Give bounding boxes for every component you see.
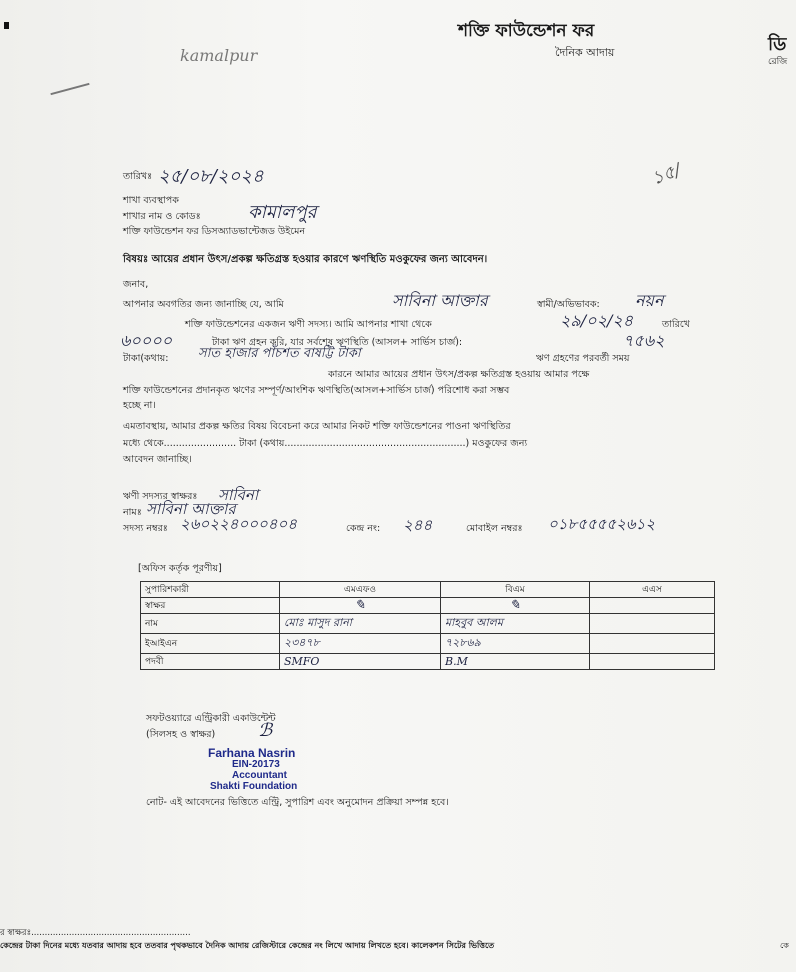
- table-cell: SMFO: [280, 654, 441, 670]
- left-edge-mark: [4, 22, 9, 29]
- accountant-stamp-ein: EIN-20173: [232, 759, 280, 770]
- table-cell: নাম: [141, 614, 280, 634]
- accountant-stamp-org: Shakti Foundation: [210, 781, 298, 792]
- subject-line: বিষয়ঃ আয়ের প্রধান উৎস/প্রকল্প ক্ষতিগ্রস্ত হওয়ার কারণে ঋণস্থিতি মওকুফের জন্য আবেদন।: [123, 254, 488, 265]
- table-cell: B.M: [441, 654, 590, 670]
- table-cell: মোঃ মাসুদ রানা: [280, 614, 441, 634]
- org-title: শক্তি ফাউন্ডেশন ফর: [458, 21, 595, 41]
- table-header-cell: বিএম: [441, 582, 590, 598]
- footer-signature-partial: র স্বাক্ষরঃ...........................................................: [0, 928, 191, 938]
- borrower-sig-label: ঋণী সদস্যর স্বাক্ষরঃ: [123, 491, 198, 502]
- salutation: জনাব,: [123, 279, 149, 290]
- date-value: ২৫/০৮/২০২৪: [158, 166, 264, 187]
- p1-c: শক্তি ফাউন্ডেশনের একজন ঋণী সদস্য। আমি আপনার শাখা থেকে: [185, 319, 432, 330]
- p1-g: ঋণ গ্রহণের পরবর্তী সময়: [536, 353, 630, 364]
- p2-b: মধ্যে থেকে........................ টাকা (কথায়............................................................) মওকুফের জন্য: [123, 438, 528, 449]
- name-label: নামঃ: [123, 507, 142, 518]
- pen-stroke: [50, 83, 89, 95]
- member-no-value: ২৬০২২৪০০০৪০৪: [180, 515, 297, 533]
- p2-a: এমতাবস্থায়, আমার প্রকল্প ক্ষতির বিষয় বিবেচনা করে আমার নিকট শক্তি ফাউন্ডেশনের পাওনা ঋণস্থিতির: [123, 421, 511, 432]
- table-header-row: [141, 582, 715, 598]
- branch-label: শাখার নাম ও কোডঃ: [123, 211, 201, 222]
- top-handwriting: kamalpur: [180, 46, 258, 65]
- p1-a: আপনার অবগতির জন্য জানাচ্ছি যে, আমি: [123, 299, 284, 310]
- p1-b: স্বামী/অভিভাবক:: [537, 299, 600, 310]
- table-header-cell: এমএফও: [280, 582, 441, 598]
- table-cell: ২৩৪৭৮: [280, 634, 441, 654]
- table-cell: [590, 614, 715, 634]
- table-row: [141, 598, 715, 614]
- p2-c: আবেদন জানাচ্ছি।: [123, 454, 192, 465]
- table-cell: [590, 598, 715, 614]
- p1-f: টাকা(কথায়:: [123, 353, 169, 364]
- branch-value: কামালপুর: [248, 202, 317, 223]
- p1-i: শক্তি ফাউন্ডেশনের প্রদানকৃত ঋণের সম্পূর্ণ/আংশিক ঋণস্থিতি(আসল+সার্ভিস চার্জ) পরিশোধ করা সম্ভব: [123, 385, 510, 396]
- member-no-label: সদস্য নম্বরঃ: [123, 523, 168, 534]
- recommendation-table: [140, 581, 715, 670]
- center-label: কেন্দ্র নং:: [346, 523, 381, 534]
- p1-j: হচ্ছে না।: [123, 400, 156, 411]
- table-cell: ৭২৮৬৯: [441, 634, 590, 654]
- center-value: ২৪৪: [403, 516, 433, 534]
- table-cell: মাহবুব আলম: [441, 614, 590, 634]
- software-accountant-label: সফটওয়্যারে এন্ট্রিকারী একাউন্টেন্ট: [146, 713, 276, 724]
- manager-label: শাখা ব্যবস্থাপক: [123, 195, 179, 206]
- table-cell: পদবী: [141, 654, 280, 670]
- table-cell: ইআইএন: [141, 634, 280, 654]
- mfo-signature: ✎: [280, 598, 441, 614]
- guardian-name: নয়ন: [635, 291, 664, 310]
- table-cell: [590, 634, 715, 654]
- balance: ৭৫৬২: [623, 331, 665, 350]
- office-label: [অফিস কর্তৃক পূরণীয়]: [138, 563, 222, 574]
- table-row: [141, 654, 715, 670]
- footer-right-partial: কে: [780, 941, 789, 950]
- register-subtitle: দৈনিক আদায়: [555, 46, 615, 59]
- corner-mark: ১৫/: [648, 159, 684, 190]
- table-header-cell: সুপারিশকারী: [141, 582, 280, 598]
- p1-h: কারনে আমার আয়ের প্রধান উৎস/প্রকল্প ক্ষতিগ্রস্ত হওয়ায় আমার পক্ষে: [328, 369, 590, 380]
- borrower-signature: সাবিনা: [218, 486, 259, 504]
- name-value: সাবিনা আক্তার: [146, 500, 236, 518]
- org-line: শক্তি ফাউন্ডেশন ফর ডিসঅ্যাডভান্টেজড উইমেন: [123, 226, 306, 237]
- header-right-partial: ডি: [768, 34, 787, 55]
- note-line: নোট- এই আবেদনের ভিত্তিতে এন্ট্রি, সুপারিশ এবং অনুমোদন প্রক্রিয়া সম্পন্ন হবে।: [146, 797, 449, 808]
- footer-instruction: কেন্দ্রের টাকা দিনের মধ্যে যতবার আদায় হবে ততবার পৃথকভাবে দৈনিক আদায় রেজিস্টারে কেন্দ্রের নং লিখে আদায় লিখতে হবে। কালেকশন সিটের ভিত্তিতে: [0, 941, 495, 950]
- accountant-stamp-name: Farhana Nasrin: [208, 746, 296, 760]
- table-header-cell: এএস: [590, 582, 715, 598]
- accountant-signature: ℬ: [258, 720, 273, 741]
- table-cell: স্বাক্ষর: [141, 598, 280, 614]
- mobile-value: ০১৮৫৫৫৫২৬১২: [548, 515, 656, 533]
- table-row: [141, 614, 715, 634]
- balance-words: সাত হাজার পাঁচশত বাষট্টি টাকা: [198, 346, 361, 361]
- seal-label: (সিলসহ ও স্বাক্ষর): [146, 729, 216, 740]
- table-row: [141, 634, 715, 654]
- p1-d: তারিখে: [662, 319, 690, 330]
- header-right-partial-sub: রেজি: [768, 57, 788, 67]
- accountant-stamp-title: Accountant: [232, 770, 287, 781]
- table-cell: [590, 654, 715, 670]
- p1-e: টাকা ঋণ গ্রহন করি, যার সর্বশেষ ঋণস্থিতি (আসল+ সার্ভিস চার্জ):: [212, 337, 463, 348]
- mobile-label: মোবাইল নম্বরঃ: [466, 523, 523, 534]
- loan-date: ২৯/০২/২৪: [560, 311, 634, 330]
- loan-amount: ৬০০০০: [120, 331, 173, 350]
- bm-signature: ✎: [441, 598, 590, 614]
- date-label: তারিখঃ: [123, 171, 153, 182]
- borrower-name: সাবিনা আক্তার: [392, 291, 488, 310]
